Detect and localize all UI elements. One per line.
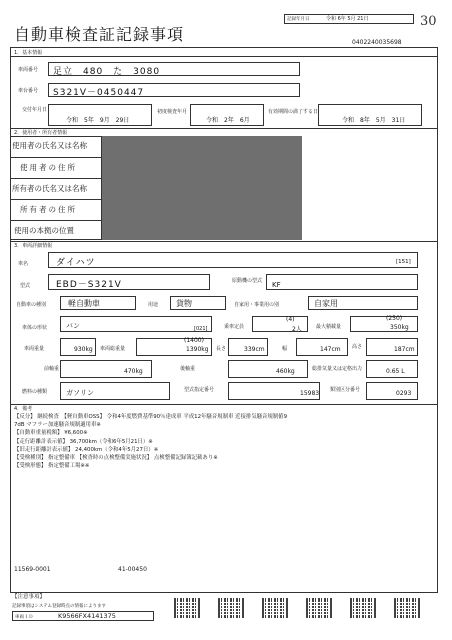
expiry-label: 有効期間の満了する日 — [268, 109, 319, 115]
qr-code-icon — [350, 598, 376, 618]
remarks — [14, 413, 434, 470]
issue-date: 令和 5年 9月 29日 — [66, 117, 130, 124]
car-id-label: 車両ＩＤ — [15, 615, 33, 620]
body-label: 車体の形状 — [22, 325, 48, 331]
capacity: 2人 — [292, 326, 302, 333]
capacity-top: (4) — [286, 316, 295, 323]
width: 147cm — [320, 346, 341, 353]
maker: ダイハツ — [56, 258, 96, 268]
kind: 軽自動車 — [68, 299, 100, 308]
weight-label: 車両重量 — [24, 346, 45, 352]
width-label: 幅 — [282, 346, 288, 352]
remark-line: 【旧走行距離計表示値】 24,400km（令和4年5月27日）※ — [14, 446, 159, 453]
base-location-label: 使用の本拠の位置 — [14, 226, 74, 235]
body-code: [021] — [194, 326, 208, 332]
front-axle: 470kg — [124, 368, 143, 375]
displacement-label: 総排気量又は定格出力 — [312, 366, 363, 372]
max-load-label: 最大積載量 — [316, 324, 342, 330]
system-label: 記録事項はシステム登録時点の情報によります — [12, 604, 107, 609]
chassis: S321V－0450447 — [53, 88, 145, 98]
qr-code-icon — [262, 598, 288, 618]
model-label: 型式 — [20, 283, 31, 289]
qr-code-icon — [306, 598, 332, 618]
category-no: 0293 — [396, 390, 412, 397]
kind-label: 自動車の種別 — [16, 302, 47, 308]
type-no-label: 型式指定番号 — [184, 387, 215, 393]
private-label: 自家用・事業用の別 — [234, 302, 280, 308]
rear-axle: 460kg — [276, 368, 295, 375]
body: バン — [66, 322, 80, 330]
weight: 930kg — [74, 346, 93, 353]
length: 339cm — [244, 346, 265, 353]
type-no: 15983 — [300, 390, 320, 397]
first-reg-label: 初度検査年月 — [157, 109, 188, 115]
prime-mover: KF — [272, 281, 281, 289]
section1-heading: 1．基本情報 — [14, 50, 43, 56]
prime-mover-label: 原動機の型式 — [232, 278, 263, 284]
model: EBD－S321V — [56, 280, 122, 290]
remark-line: 【受検種別】 指定整備車 【検査時の点検整備実施状況】 点検整備記録簿記載あり※ — [14, 455, 218, 462]
front-axle-label: 前軸重 — [44, 366, 60, 372]
expiry-date: 令和 8年 5月 31日 — [342, 117, 406, 124]
remark-line: 【走行距離計表示値】 36,700km（令和6年5月21日）※ — [14, 438, 153, 445]
user-address-label: 使用者の住所 — [20, 163, 77, 172]
page-title: 自動車検査証記録事項 — [14, 25, 185, 44]
height: 187cm — [394, 346, 415, 353]
handwritten-mark: 30 — [420, 14, 437, 29]
displacement: 0.65 L — [386, 368, 405, 375]
redacted-owner-info — [102, 136, 302, 240]
length-label: 長さ — [216, 346, 227, 352]
gross-top: (1400) — [184, 337, 204, 344]
private: 自家用 — [314, 299, 338, 308]
category-no-label: 類別区分番号 — [330, 387, 361, 393]
gross: 1390kg — [186, 346, 209, 353]
remark-line: 7dB マフラー加速騒音規制適用車※ — [14, 422, 101, 429]
use-label: 用途 — [148, 302, 159, 308]
owner-address-label: 所有者の住所 — [20, 205, 77, 214]
section4-heading: 4．備考 — [14, 406, 33, 412]
owner-name-label: 所有者の氏名又は名称 — [12, 184, 87, 193]
record-date-label: 記録年月日 — [287, 17, 310, 22]
capacity-label: 乗車定員 — [224, 324, 245, 330]
remark-line: 【反分】 継続検査 【軽自動車OSS】 令和4年度燃費基準90％達成車 平成12年騒音規制車 近接排気騒音規制値9 — [14, 414, 288, 420]
qr-code-icon — [394, 598, 420, 618]
qr-code-icon — [174, 598, 200, 618]
section3-heading: 3．車両詳細情報 — [14, 243, 53, 249]
fuel: ガソリン — [66, 389, 94, 397]
gross-label: 車両総重量 — [100, 346, 126, 352]
issue-label: 交付年月日 — [22, 107, 48, 113]
height-label: 高さ — [352, 344, 363, 350]
user-name-label: 使用者の氏名又は名称 — [12, 141, 87, 150]
use: 貨物 — [176, 299, 192, 308]
remark-line: 【自動車重量税額】 ¥6,600※ — [14, 430, 88, 437]
first-reg: 令和 2年 6月 — [206, 117, 250, 124]
max-load-top: (250) — [386, 315, 403, 322]
code-left: 11569-0001 — [14, 566, 51, 573]
reg-no: 足立 480 た 3080 — [53, 67, 161, 77]
remark-line: 【受検形態】 指定整備工場※※ — [14, 463, 90, 470]
fuel-label: 燃料の種類 — [22, 389, 48, 395]
maker-code: [151] — [396, 259, 411, 265]
notes-label: 【注意事項】 — [12, 594, 46, 600]
max-load: 350kg — [390, 324, 409, 331]
chassis-label: 車台番号 — [18, 88, 39, 94]
record-date: 令和 6年 5月 21日 — [326, 16, 369, 22]
section2-heading: 2．使用者・所有者情報 — [14, 130, 68, 136]
qr-code-icon — [218, 598, 244, 618]
reg-no-label: 車両番号 — [18, 67, 39, 73]
rear-axle-label: 後軸重 — [180, 366, 196, 372]
code-right: 41-00450 — [118, 566, 147, 573]
car-id: K9566FX4141375 — [58, 612, 116, 620]
doc-number: 0402240035698 — [352, 39, 402, 46]
maker-label: 車名 — [18, 261, 29, 267]
